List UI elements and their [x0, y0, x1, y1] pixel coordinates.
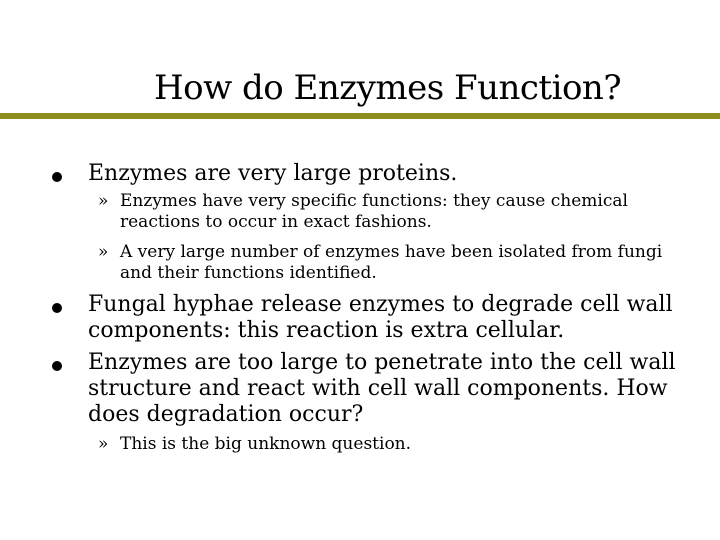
sub-bullet-item	[98, 434, 678, 455]
bullet-dot-icon	[52, 303, 62, 313]
bullet-item	[52, 292, 692, 344]
sub-bullet-text: This is the big unknown question.	[120, 434, 412, 454]
bullet-dot-icon	[52, 172, 62, 182]
bullet-item	[52, 350, 692, 428]
sub-bullet-item	[98, 191, 678, 233]
bullet-dot-icon	[52, 361, 62, 371]
sub-bullet-marker-icon: »	[98, 191, 109, 211]
sub-bullet-text: Enzymes have very specific functions: they cause chemical reactions to occur in exact fashions.	[120, 191, 628, 232]
sub-bullet-marker-icon: »	[98, 242, 109, 262]
bullet-item	[52, 161, 692, 187]
bullet-text: Enzymes are very large proteins.	[88, 161, 458, 186]
sub-bullet-marker-icon: »	[98, 434, 109, 454]
slide-title: How do Enzymes Function?	[153, 68, 622, 108]
bullet-text: Fungal hyphae release enzymes to degrade cell wall components: this reaction is extra cellular.	[88, 292, 673, 343]
sub-bullet-text: A very large number of enzymes have been isolated from fungi and their functions identified.	[120, 242, 663, 283]
title-underline-bar	[0, 113, 720, 119]
bullet-text: Enzymes are too large to penetrate into the cell wall structure and react with cell wall components. How does degradation occur?	[88, 350, 676, 427]
sub-bullet-item	[98, 242, 678, 284]
